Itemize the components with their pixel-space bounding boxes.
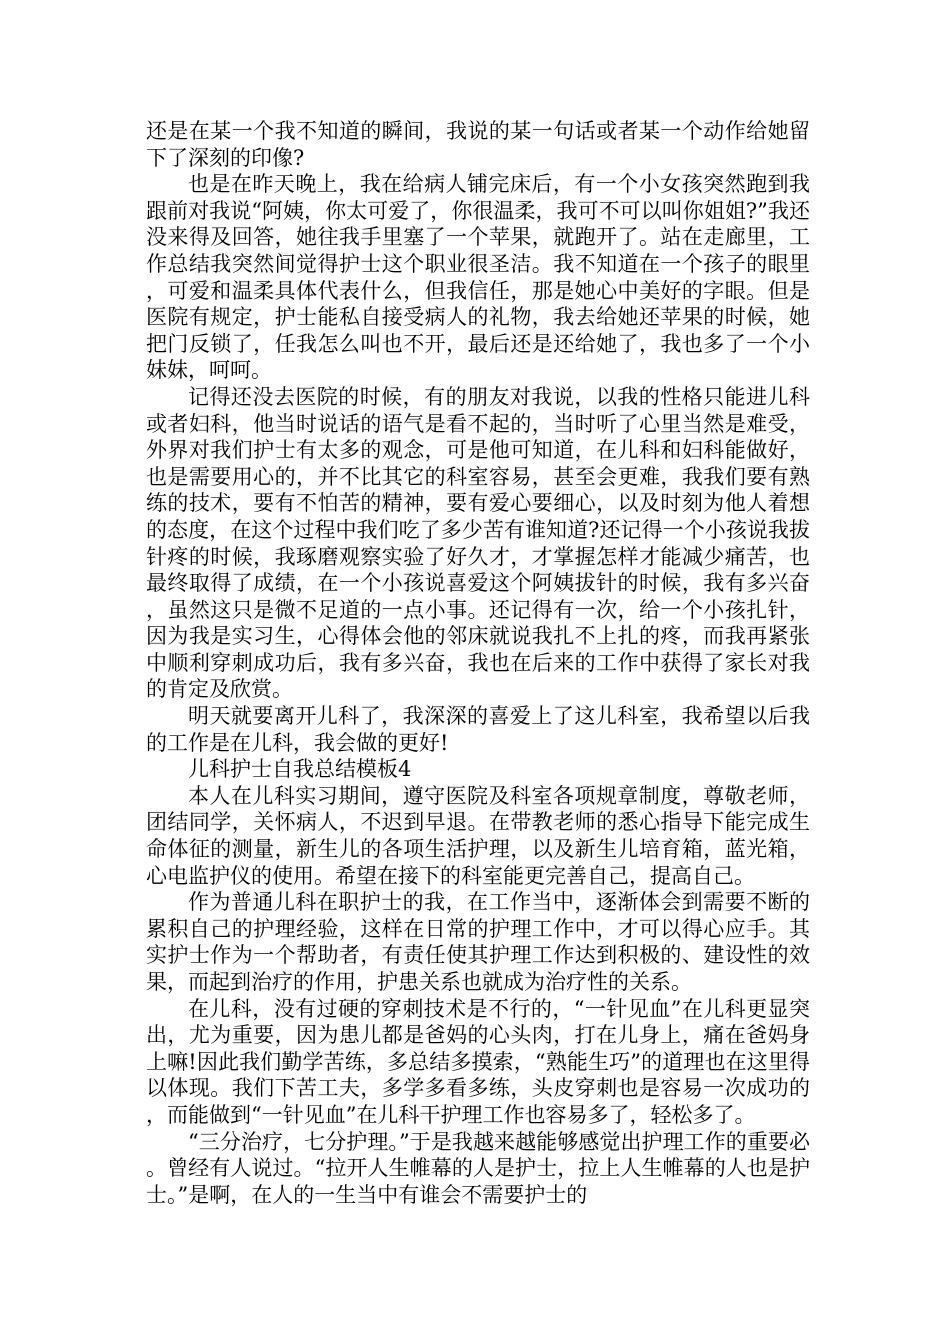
paragraph-3: 记得还没去医院的时候，有的朋友对我说，以我的性格只能进儿科或者妇科，他当时说话的语气是看不起的，当时听了心里当然是难受，外界对我们护士有太多的观念，可是他可知道，在儿科和妇科能做好，也是需要用心的，并不比其它的科室容易，甚至会更难，我我们要有熟练的技术，要有不怕苦的精神，要有爱心要细心，以及时刻为他人着想的态度，在这个过程中我们吃了多少苦有谁知道?还记得一个小孩说我拔针疼的时候，我琢磨观察实验了好久才，才掌握怎样才能减少痛苦，也最终取得了成绩，在一个小孩说喜爱这个阿姨拔针的时候，我有多兴奋，虽然这只是微不足道的一点小事。还记得有一次，给一个小孩扎针，因为我是实习生，心得体会他的邻床就说我扎不上扎的疼，而我再紧张中顺利穿刺成功后，我有多兴奋，我也在后来的工作中获得了家长对我的肯定及欣赏。 [146,384,810,702]
paragraph-8: 在儿科，没有过硬的穿刺技术是不行的，“一针见血”在儿科更显突出，尤为重要，因为患儿都是爸妈的心头肉，打在儿身上，痛在爸妈身上嘛!因此我们勤学苦练，多总结多摸索，“熟能生巧”的道理也在这里得以体现。我们下苦工夫，多学多看多练，头皮穿刺也是容易一次成功的，而能做到“一针见血”在儿科干护理工作也容易多了，轻松多了。 [146,996,810,1127]
document-body [146,118,810,1208]
paragraph-6: 本人在儿科实习期间，遵守医院及科室各项规章制度，尊敬老师，团结同学，关怀病人，不迟到早退。在带教老师的悉心指导下能完成生命体征的测量，新生儿的各项生活护理，以及新生儿培育箱，蓝光箱，心电监护仪的使用。希望在接下的科室能更完善自己，提高自己。 [146,783,810,888]
paragraph-2: 也是在昨天晚上，我在给病人铺完床后，有一个小女孩突然跑到我跟前对我说“阿姨，你太可爱了，你很温柔，我可不可以叫你姐姐?”我还没来得及回答，她往我手里塞了一个苹果，就跑开了。站在走廊里，工作总结我突然间觉得护士这个职业很圣洁。我不知道在一个孩子的眼里，可爱和温柔具体代表什么，但我信任，那是她心中美好的字眼。但是医院有规定，护士能私自接受病人的礼物，我去给她还苹果的时候，她把门反锁了，任我怎么叫也不开，最后还是还给她了，我也多了一个小妹妹，呵呵。 [146,172,810,383]
section-heading: 儿科护士自我总结模板4 [188,757,412,782]
paragraph-4: 明天就要离开儿科了，我深深的喜爱上了这儿科室，我希望以后我的工作是在儿科，我会做的更好! [146,704,810,755]
paragraph-7: 作为普通儿科在职护士的我，在工作当中，逐渐体会到需要不断的累积自己的护理经验，这样在日常的护理工作中，才可以得心应手。其实护士作为一个帮助者，有责任使其护理工作达到积极的、建设性的效果，而起到治疗的作用，护患关系也就成为治疗性的关系。 [146,890,810,994]
paragraph-1: 还是在某一个我不知道的瞬间，我说的某一句话或者某一个动作给她留下了深刻的印像? [146,119,810,170]
paragraph-9: “三分治疗，七分护理。”于是我越来越能够感觉出护理工作的重要必。曾经有人说过。“拉开人生帷幕的人是护士，拉上人生帷幕的人也是护士。”是啊，在人的一生当中有谁会不需要护士的 [146,1129,810,1207]
